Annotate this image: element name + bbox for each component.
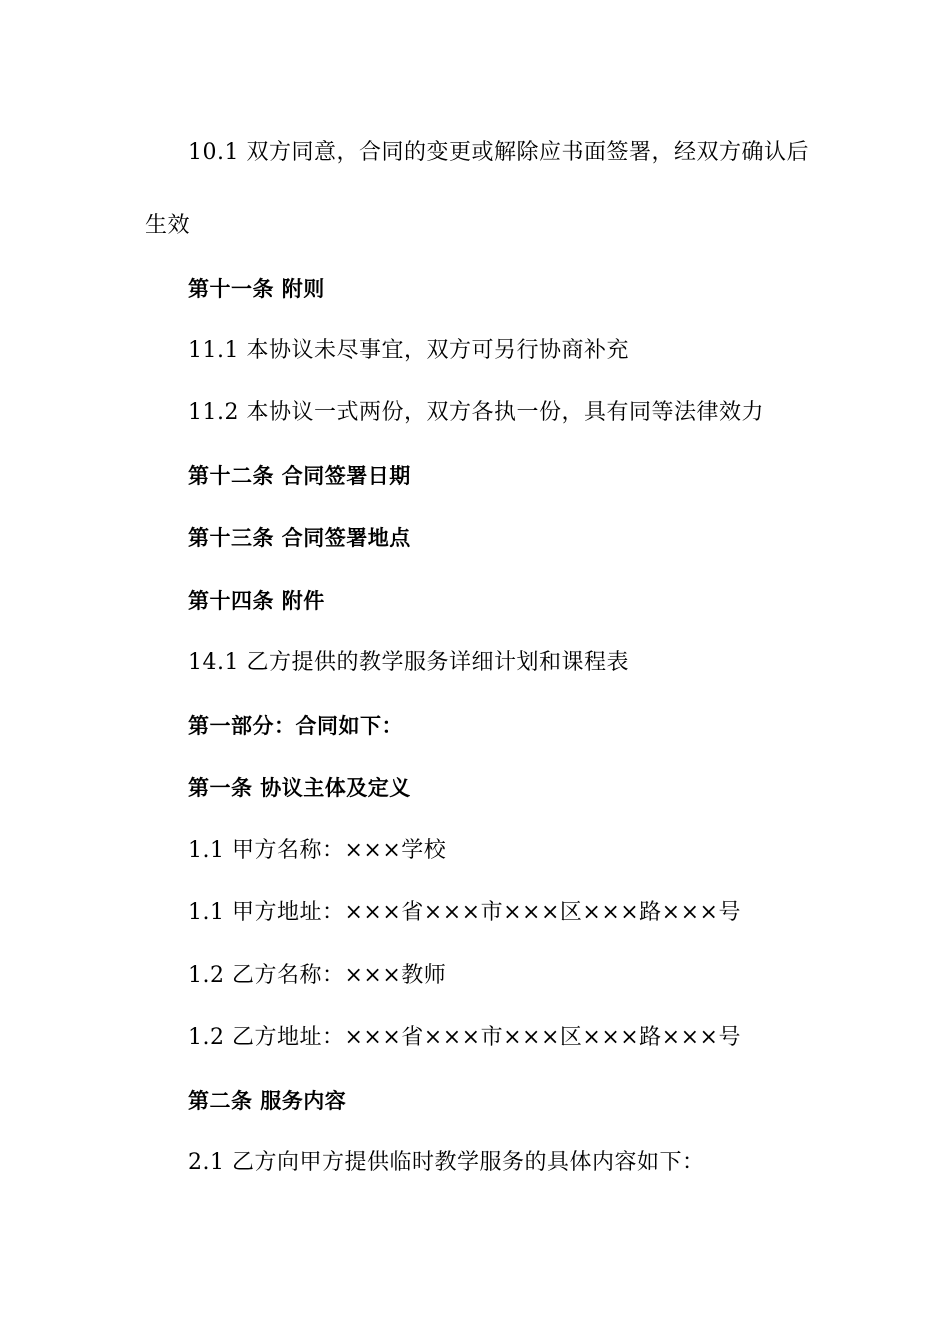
clause-10-1-line-1: 10.1 双方同意，合同的变更或解除应书面签署，经双方确认后 — [188, 140, 809, 165]
clause-1-1-name: 1.1 甲方名称：×××学校 — [188, 838, 447, 863]
clause-2-1: 2.1 乙方向甲方提供临时教学服务的具体内容如下： — [188, 1150, 705, 1175]
article-11-heading: 第十一条 附则 — [188, 277, 325, 301]
article-2-heading: 第二条 服务内容 — [188, 1089, 347, 1113]
article-12-heading: 第十二条 合同签署日期 — [188, 464, 411, 488]
clause-10-1-line-2: 生效 — [145, 213, 191, 238]
clause-14-1: 14.1 乙方提供的教学服务详细计划和课程表 — [188, 650, 629, 675]
clause-1-1-address: 1.1 甲方地址：×××省×××市×××区×××路×××号 — [188, 900, 741, 925]
clause-1-2-address: 1.2 乙方地址：×××省×××市×××区×××路×××号 — [188, 1025, 741, 1050]
clause-1-2-name: 1.2 乙方名称：×××教师 — [188, 963, 447, 988]
article-13-heading: 第十三条 合同签署地点 — [188, 526, 411, 550]
article-1-heading: 第一条 协议主体及定义 — [188, 776, 411, 800]
article-14-heading: 第十四条 附件 — [188, 589, 325, 613]
clause-11-2: 11.2 本协议一式两份，双方各执一份，具有同等法律效力 — [188, 400, 764, 425]
clause-11-1: 11.1 本协议未尽事宜，双方可另行协商补充 — [188, 338, 629, 363]
part-1-heading: 第一部分：合同如下： — [188, 714, 403, 738]
